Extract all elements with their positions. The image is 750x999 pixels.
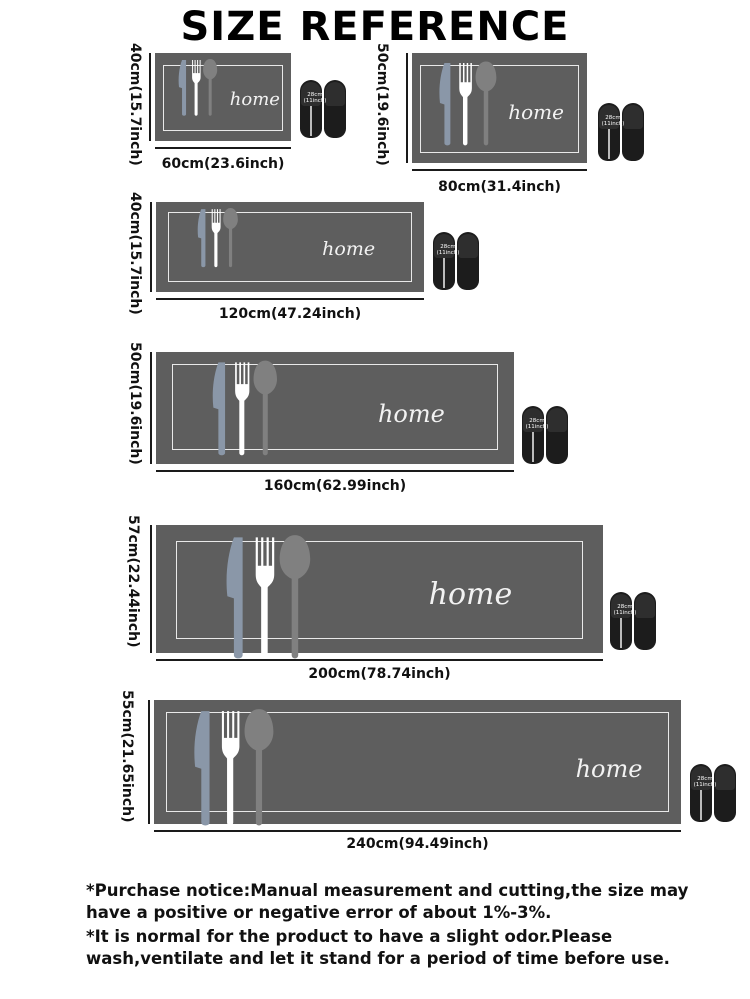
slipper-size-label <box>520 418 554 430</box>
slipper-size-inch: (11inch) <box>436 250 460 256</box>
fork-icon <box>212 209 221 267</box>
width-dimension-label: 160cm(62.99inch) <box>263 478 407 494</box>
knife-icon <box>194 712 209 826</box>
knife-icon <box>178 60 185 116</box>
mat-home-text: home <box>428 576 513 612</box>
fork-icon <box>235 362 249 455</box>
kitchen-mat <box>412 53 587 163</box>
slipper-stripe <box>620 618 622 648</box>
slippers-icon <box>300 80 348 142</box>
width-dimension-label: 120cm(47.24inch) <box>218 306 362 322</box>
slippers-icon <box>690 764 738 826</box>
width-dimension-label: 240cm(94.49inch) <box>346 836 489 852</box>
mat-home-text: home <box>377 400 445 429</box>
width-dimension-line <box>154 830 681 832</box>
knife-icon <box>439 63 450 145</box>
right-slipper <box>457 232 479 290</box>
fork-icon <box>222 712 240 826</box>
mat-home-text: home <box>322 238 376 261</box>
kitchen-mat <box>156 352 514 464</box>
page-title: SIZE REFERENCE <box>180 4 570 50</box>
mat-home-text: home <box>229 88 280 110</box>
slipper-size-inch: (11inch) <box>693 782 717 788</box>
cutlery-graphic <box>223 533 321 664</box>
spoon-icon <box>475 61 496 145</box>
cutlery-group <box>177 58 222 122</box>
width-dimension-line <box>156 298 424 300</box>
slipper-stripe <box>700 790 702 820</box>
cutlery-graphic <box>191 707 284 831</box>
cutlery-group <box>196 207 243 274</box>
notice-line-2: *It is normal for the product to have a slight odor.Please wash,ventilate and let it stand for a period of time before use. <box>86 927 670 968</box>
spoon-icon <box>203 59 217 116</box>
kitchen-mat <box>156 202 424 292</box>
height-dimension-label: 40cm(15.7inch) <box>127 43 143 166</box>
slipper-size-label <box>608 604 642 616</box>
width-dimension-label: 200cm(78.74inch) <box>308 666 451 682</box>
mat-home-text: home <box>508 99 564 124</box>
right-slipper <box>324 80 346 138</box>
height-dimension-line <box>406 53 408 163</box>
cutlery-graphic <box>437 60 504 149</box>
slipper-size-label <box>298 92 332 104</box>
width-dimension-label: 80cm(31.4inch) <box>438 179 561 195</box>
height-dimension-line <box>149 53 151 141</box>
slippers-icon <box>598 103 646 165</box>
slipper-size-label <box>431 244 465 256</box>
slipper-stripe <box>532 432 534 462</box>
kitchen-mat <box>154 700 681 824</box>
slipper-size-cm: 28cm <box>307 92 323 98</box>
height-dimension-line <box>148 700 150 824</box>
fork-icon <box>256 537 275 658</box>
slippers-icon <box>610 592 658 654</box>
slipper-stripe <box>608 129 610 159</box>
spoon-icon <box>280 535 311 658</box>
height-dimension-label: 55cm(21.65inch) <box>119 690 135 823</box>
slipper-size-cm: 28cm <box>617 604 633 610</box>
purchase-notice <box>86 880 736 972</box>
knife-icon <box>212 362 224 455</box>
kitchen-mat <box>156 525 603 653</box>
slippers-icon <box>433 232 481 294</box>
width-dimension-line <box>412 169 587 171</box>
spoon-icon <box>244 710 273 826</box>
fork-icon <box>192 60 201 116</box>
slipper-size-cm: 28cm <box>605 115 621 121</box>
slipper-size-label <box>596 115 630 127</box>
mat-home-text: home <box>575 755 643 784</box>
slipper-size-inch: (11inch) <box>303 98 327 104</box>
spoon-icon <box>223 208 238 267</box>
cutlery-group <box>191 707 284 835</box>
slipper-size-cm: 28cm <box>697 776 713 782</box>
cutlery-graphic <box>177 58 222 118</box>
slipper-stripe <box>443 258 445 288</box>
fork-icon <box>459 63 472 145</box>
spoon-icon <box>253 360 276 455</box>
width-dimension-line <box>155 147 291 149</box>
width-dimension-line <box>156 470 514 472</box>
width-dimension-label: 60cm(23.6inch) <box>161 156 285 172</box>
slipper-size-inch: (11inch) <box>601 121 625 127</box>
height-dimension-line <box>150 525 152 653</box>
cutlery-graphic <box>196 207 243 270</box>
knife-icon <box>198 209 206 267</box>
height-dimension-line <box>150 352 152 464</box>
right-slipper <box>634 592 656 650</box>
height-dimension-label: 57cm(22.44inch) <box>125 515 141 648</box>
slipper-size-cm: 28cm <box>440 244 456 250</box>
cutlery-group <box>437 60 504 153</box>
slipper-stripe <box>310 106 312 136</box>
height-dimension-label: 50cm(19.6inch) <box>127 342 143 465</box>
cutlery-group <box>223 533 321 668</box>
slippers-icon <box>522 406 570 468</box>
height-dimension-label: 50cm(19.6inch) <box>374 43 390 166</box>
slipper-size-inch: (11inch) <box>525 424 549 430</box>
cutlery-group <box>210 359 285 463</box>
width-dimension-line <box>156 659 603 661</box>
right-slipper <box>546 406 568 464</box>
notice-line-1: *Purchase notice:Manual measurement and cutting,the size may have a positive or negative error of about 1%-3%. <box>86 881 689 922</box>
right-slipper <box>622 103 644 161</box>
slipper-size-label <box>688 776 722 788</box>
height-dimension-line <box>150 202 152 292</box>
right-slipper <box>714 764 736 822</box>
knife-icon <box>227 537 243 658</box>
slipper-size-inch: (11inch) <box>613 610 637 616</box>
slipper-size-cm: 28cm <box>529 418 545 424</box>
kitchen-mat <box>155 53 291 141</box>
height-dimension-label: 40cm(15.7inch) <box>127 192 143 315</box>
cutlery-graphic <box>210 359 285 459</box>
